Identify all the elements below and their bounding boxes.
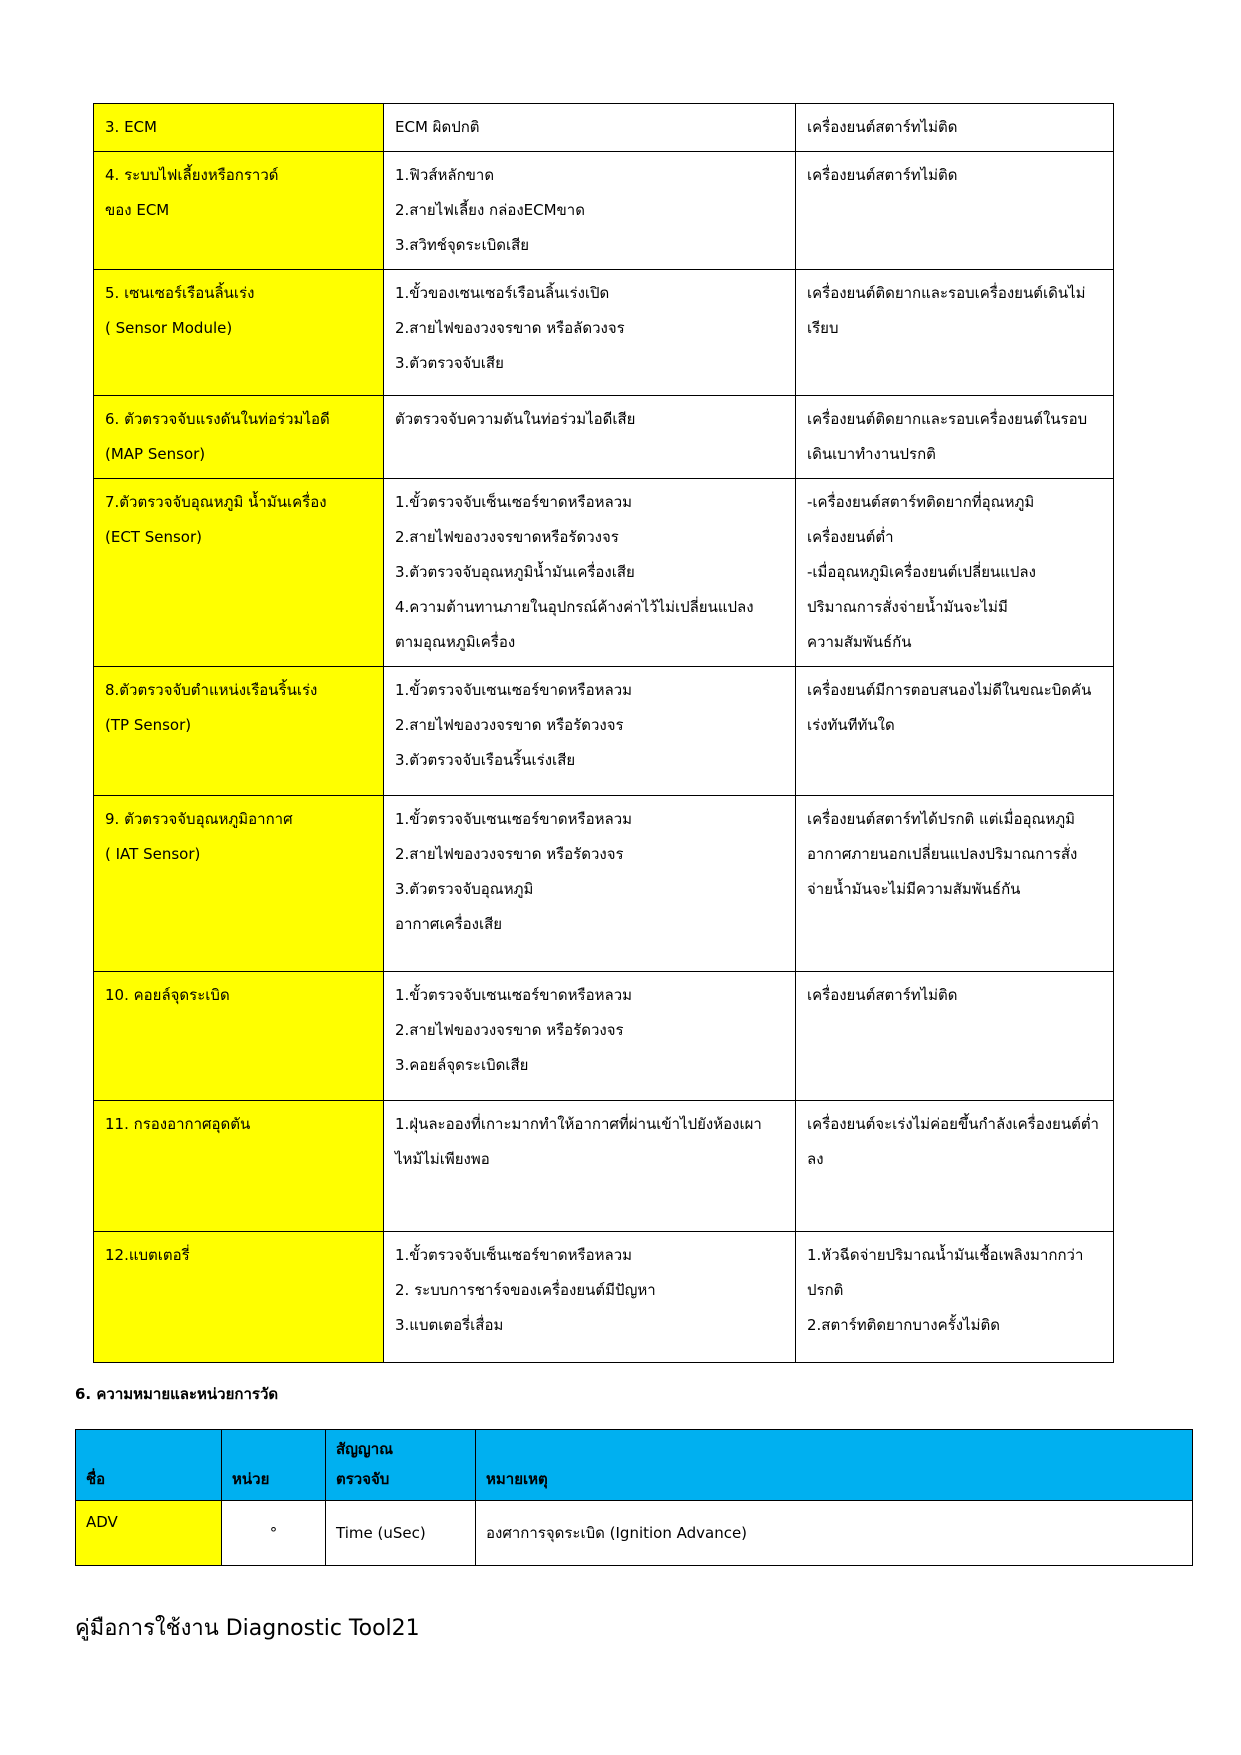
header-unit: หน่วย [222,1430,326,1501]
cell-line: 9. ตัวตรวจจับอุณหภูมิอากาศ [105,810,293,828]
cause-cell [384,479,796,667]
cell-line: 3. ECM [105,118,157,136]
page-footer: คู่มือการใช้งาน Diagnostic Tool21 [75,1616,420,1641]
table-row [94,1101,1114,1232]
units-table [75,1429,1193,1566]
cell-line: 2.สายไฟเลี้ยง กล่องECMขาด [395,201,585,219]
symptom-cell [796,396,1114,479]
component-cell [94,667,384,796]
cause-cell [384,1101,796,1232]
component-cell [94,1232,384,1363]
cell-line: 2.สายไฟของวงจรขาด หรือรัดวงจร [395,716,624,734]
table-row [94,796,1114,972]
table-row [94,972,1114,1101]
symptom-cell [796,667,1114,796]
cell-line: 3.ตัวตรวจจับอุณหภูมิ [395,880,534,898]
cell-line: (MAP Sensor) [105,445,206,463]
cell-line: เครื่องยนต์ติดยากและรอบเครื่องยนต์ในรอบเดินเบาทำงานปรกติ [807,410,1088,463]
component-cell [94,104,384,152]
cell-line: -เมื่ออุณหภูมิเครื่องยนต์เปลี่ยนแปลง [807,563,1036,581]
table-header-row [76,1430,1193,1501]
header-signal [326,1430,476,1501]
cause-cell [384,152,796,270]
component-cell [94,972,384,1101]
cell-line: 3.ตัวตรวจจับอุณหภูมิน้ำมันเครื่องเสีย [395,563,635,581]
cell-line: 11. กรองอากาศอุดตัน [105,1115,251,1133]
symptom-cell [796,479,1114,667]
symptom-cell [796,1101,1114,1232]
symptom-cell [796,972,1114,1101]
table-row [94,667,1114,796]
cell-line: 1.หัวฉีดจ่ายปริมาณน้ำมันเชื้อเพลิงมากกว่าปรกติ [807,1246,1084,1299]
table-row [94,479,1114,667]
cell-line: 2. ระบบการชาร์จของเครื่องยนต์มีปัญหา [395,1281,656,1299]
component-cell [94,479,384,667]
table-row [94,152,1114,270]
cell-line: เครื่องยนต์สตาร์ทไม่ติด [807,166,958,184]
component-cell [94,1101,384,1232]
fault-table [93,103,1114,1363]
header-name: ชื่อ [76,1430,222,1501]
section-title: 6. ความหมายและหน่วยการวัด [75,1385,279,1403]
header-signal-line: ตรวจจับ [336,1470,390,1488]
cause-cell [384,396,796,479]
cause-cell [384,104,796,152]
cause-cell [384,1232,796,1363]
cell-line: 6. ตัวตรวจจับแรงดันในท่อร่วมไอดี [105,410,330,428]
cell-line: (TP Sensor) [105,716,192,734]
cell-line: เครื่องยนต์สตาร์ทไม่ติด [807,986,958,1004]
cell-line: 5. เซนเซอร์เรือนลิ้นเร่ง [105,284,255,302]
cell-line: เครื่องยนต์สตาร์ทได้ปรกติ แต่เมื่ออุณหภูมิอากาศภายนอกเปลี่ยนแปลงปริมาณการสั่งจ่ายน้ำมันจะไม่มีความสัมพันธ์กัน [807,810,1078,898]
cause-cell [384,972,796,1101]
component-cell [94,796,384,972]
cell-line: ตัวตรวจจับความดันในท่อร่วมไอดีเสีย [395,410,636,428]
cell-line: (ECT Sensor) [105,528,203,546]
cell-line: 3.แบตเตอรี่เสื่อม [395,1316,504,1334]
table-row [94,1232,1114,1363]
cell-line: ปริมาณการสั่งจ่ายน้ำมันจะไม่มี [807,598,1008,616]
cell-line: 8.ตัวตรวจจับตำแหน่งเรือนริ้นเร่ง [105,681,318,699]
cell-line: ความสัมพันธ์กัน [807,633,912,651]
cell-line: 12.แบตเตอรี่ [105,1246,190,1264]
cell-line: -เครื่องยนต์สตาร์ทติดยากที่อุณหภูมิ [807,493,1035,511]
cell-line: 3.สวิทช์จุดระเบิดเสีย [395,236,530,254]
component-cell [94,270,384,396]
cell-line: 7.ตัวตรวจจับอุณหภูมิ น้ำมันเครื่อง [105,493,327,511]
header-remark: หมายเหตุ [476,1430,1193,1501]
symptom-cell [796,270,1114,396]
cell-line: 10. คอยล์จุดระเบิด [105,986,230,1004]
cell-line: 1.ขั้วตรวจจับเซนเซอร์ขาดหรือหลวม [395,681,633,699]
cell-line: 1.ขั้วตรวจจับเซ็นเซอร์ขาดหรือหลวม [395,493,633,511]
table-row [76,1501,1193,1566]
cell-line: 1.ขั้วตรวจจับเซนเซอร์ขาดหรือหลวม [395,986,633,1004]
table-row [94,270,1114,396]
cell-line: 2.สายไฟของวงจรขาด หรือรัดวงจร [395,1021,624,1039]
cell-line: 4.ความต้านทานภายในอุปกรณ์ค้างค่าไว้ไม่เปลี่ยนแปลง [395,598,754,616]
cell-line: เครื่องยนต์สตาร์ทไม่ติด [807,118,958,136]
symptom-cell [796,152,1114,270]
symptom-cell [796,104,1114,152]
cell-line: 4. ระบบไฟเลี้ยงหรือกราวด์ [105,166,279,184]
cell-line: เครื่องยนต์จะเร่งไม่ค่อยขึ้นกำลังเครื่องยนต์ต่ำลง [807,1115,1099,1168]
cell-line: 1.ขั้วตรวจจับเซ็นเซอร์ขาดหรือหลวม [395,1246,633,1264]
cell-line: 3.ตัวตรวจจับเสีย [395,354,504,372]
cell-line: เครื่องยนต์ติดยากและรอบเครื่องยนต์เดินไม่เรียบ [807,284,1086,337]
symptom-cell [796,1232,1114,1363]
cell-line: 3.ตัวตรวจจับเรือนริ้นเร่งเสีย [395,751,576,769]
cause-cell [384,667,796,796]
signal-cell: Time (uSec) [326,1501,476,1566]
symptom-cell [796,796,1114,972]
cell-line: อากาศเครื่องเสีย [395,915,503,933]
cell-line: 2.สายไฟของวงจรขาดหรือรัดวงจร [395,528,619,546]
cell-line: 1.ฝุ่นละอองที่เกาะมากทำให้อากาศที่ผ่านเข้าไปยังห้องเผาไหม้ไม่เพียงพอ [395,1115,762,1168]
cell-line: ECM ผิดปกติ [395,118,480,136]
cell-line: 1.ขั้วของเซนเซอร์เรือนลิ้นเร่งเปิด [395,284,610,302]
table-row [94,104,1114,152]
cell-line: 3.คอยล์จุดระเบิดเสีย [395,1056,529,1074]
cell-line: 1.ฟิวส์หลักขาด [395,166,495,184]
remark-cell: องศาการจุดระเบิด (Ignition Advance) [476,1501,1193,1566]
cause-cell [384,270,796,396]
cause-cell [384,796,796,972]
cell-line: เครื่องยนต์ต่ำ [807,528,894,546]
component-cell [94,152,384,270]
unit-cell: ° [222,1501,326,1566]
cell-line: 2.สตาร์ทติดยากบางครั้งไม่ติด [807,1316,1000,1334]
header-signal-line: สัญญาณ [336,1440,394,1458]
component-cell [94,396,384,479]
cell-line: 1.ขั้วตรวจจับเซนเซอร์ขาดหรือหลวม [395,810,633,828]
cell-line: 2.สายไฟของวงจรขาด หรือรัดวงจร [395,845,624,863]
cell-line: ( IAT Sensor) [105,845,201,863]
cell-line: 2.สายไฟของวงจรขาด หรือลัดวงจร [395,319,625,337]
cell-line: ( Sensor Module) [105,319,233,337]
cell-line: เครื่องยนต์มีการตอบสนองไม่ดีในขณะบิดคันเร่งทันทีทันใด [807,681,1092,734]
name-cell: ADV [76,1501,222,1566]
table-row [94,396,1114,479]
cell-line: ตามอุณหภูมิเครื่อง [395,633,516,651]
cell-line: ของ ECM [105,201,170,219]
